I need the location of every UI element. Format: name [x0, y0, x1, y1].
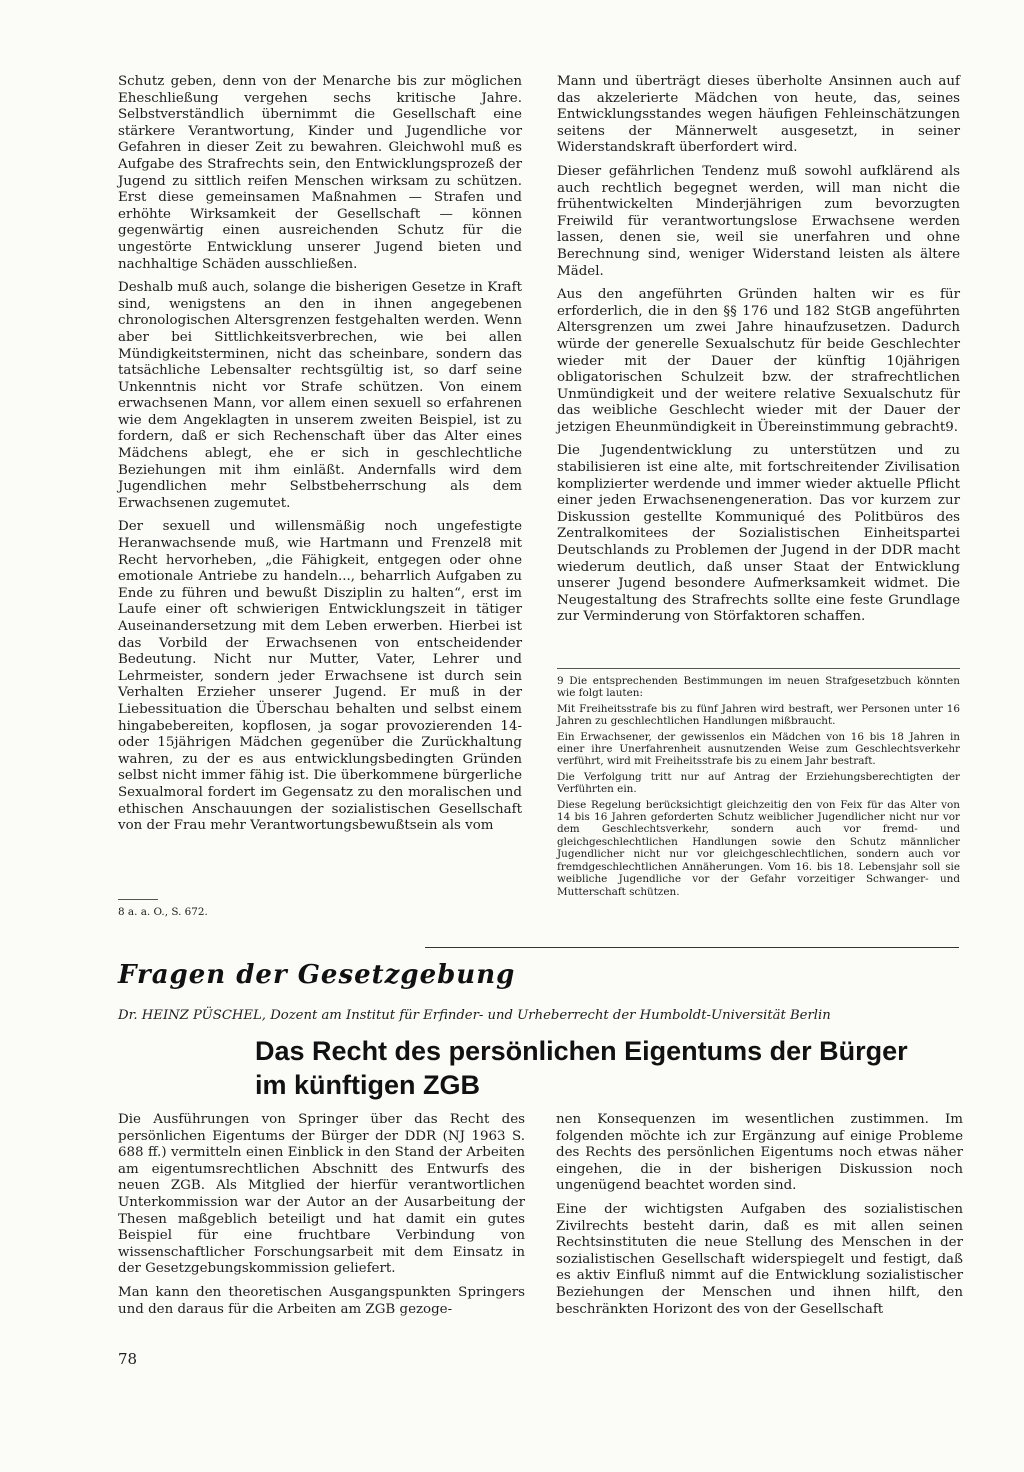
upper-right-column [557, 74, 960, 633]
article-title-line: Das Recht des persönlichen Eigentums der Bürger [255, 1036, 908, 1066]
footnote-text: Die Verfolgung tritt nur auf Antrag der Erziehungsberechtigten der Verführten ein. [557, 770, 960, 796]
footnote-text: 8 a. a. O., S. 672. [118, 906, 208, 918]
paragraph: Aus den angeführten Gründen halten wir es für erforderlich, die in den §§ 176 und 182 StGB angeführten Altersgrenzen um zwei Jahre hinaufzusetzen. Dadurch würde der generelle Sexualschutz für beide Geschlechter wieder mit der Dauer der künftig 10jährigen obligatorischen Schulzeit bzw. der strafrechtlichen Unmündigkeit und der weitere relative Sexualschutz für das weibliche Geschlecht wieder mit der Dauer der jetzigen Eheunmündigkeit in Übereinstimmung gebracht9. [557, 287, 960, 435]
paragraph: nen Konsequenzen im wesentlichen zustimmen. Im folgenden möchte ich zur Ergänzung auf einige Probleme des Rechts des persönlichen Eigentums noch etwas näher eingehen, die in der bisherigen Diskussion noch ungenügend beachtet worden sind. [556, 1112, 963, 1194]
paragraph: Dieser gefährlichen Tendenz muß sowohl aufklärend als auch rechtlich begegnet werden, will man nicht die frühentwickelten Minderjährigen zum bevorzugten Freiwild für verantwortungslose Erwachsene werden lassen, denen sie, weil sie unerfahren und ohne Berechnung sind, weniger Widerstand leisten als ältere Mädel. [557, 163, 960, 279]
paragraph: Die Ausführungen von Springer über das Recht des persönlichen Eigentums der Bürger der DDR (NJ 1963 S. 688 ff.) vermitteln einen Einblick in den Stand der Arbeiten am eigentumsrechtlichen Abschnitt des Entwurfs des neuen ZGB. Als Mitglied der hierfür verantwortlichen Unterkommission war der Autor an der Ausarbeitung der Thesen maßgeblich beteiligt und hat damit ein gutes Beispiel für eine fruchtbare Verbindung von wissenschaftlicher Forschungsarbeit mit dem Einsatz in der Gesetzgebungskommission geliefert. [118, 1112, 525, 1277]
footnote-text: Diese Regelung berücksichtigt gleichzeitig den von Feix für das Alter von 14 bis 16 Jahren geforderten Schutz weiblicher Jugendlicher nicht nur vor dem Geschlechtsverkehr, sondern auch vor fremd- und gleichgeschlechtlichen Handlungen sowie den Schutz männlicher Jugendlicher nicht nur vor gleichgeschlechtlichen, sondern auch vor fremdgeschlechtlichen Annäherungen. Vom 16. bis 18. Lebensjahr soll sie weibliche Jugendliche vor der Gefahr vorzeitiger Schwanger- und Mutterschaft schützen. [557, 798, 960, 898]
footnote-9 [557, 660, 960, 901]
lower-left-column [118, 1112, 525, 1325]
article-title-line: im künftigen ZGB [255, 1070, 480, 1100]
footnote-text: 9 Die entsprechenden Bestimmungen im neuen Strafgesetzbuch könnten wie folgt lauten: [557, 675, 960, 700]
author-line: Dr. HEINZ PÜSCHEL, Dozent am Institut für Erfinder- und Urheberrecht der Humboldt-Universität Berlin [118, 1008, 831, 1023]
article-title [255, 1034, 955, 1102]
footnote-rule [557, 668, 960, 669]
paragraph: Deshalb muß auch, solange die bisherigen Gesetze in Kraft sind, wenigstens an den in ihnen angegebenen chronologischen Altersgrenzen festgehalten werden. Wenn aber bei Sittlichkeitsverbrechen, wie bei allen Mündigkeitsterminen, nicht das scheinbare, sondern das tatsächliche Lebensalter rechtsgültig ist, so darf seine Unkenntnis nicht vor Strafe schützen. Von einem erwachsenen Mann, vor allem einen sexuell so erfahrenen wie dem Angeklagten in unserem zweiten Beispiel, ist zu fordern, daß er sich Rechenschaft über das Alter eines Mädchens ablegt, ehe er sich in geschlechtliche Beziehungen mit ihm einläßt. Andernfalls wird dem Jugendlichen mehr Selbstbeherrschung als dem Erwachsenen zugemutet. [118, 280, 522, 511]
paragraph: Mann und überträgt dieses überholte Ansinnen auch auf das akzelerierte Mädchen von heute, das, seines Entwicklungsstandes wegen häufigen Fehleinschätzungen seitens der Männerwelt ausgesetzt, in seiner Widerstandskraft überfordert wird. [557, 74, 960, 156]
section-divider [425, 947, 959, 948]
paragraph: Eine der wichtigsten Aufgaben des sozialistischen Zivilrechts besteht darin, daß es mit allen seinen Rechtsinstituten die neue Stellung des Menschen in der sozialistischen Gesellschaft widerspiegelt und festigt, daß es aktiv Einfluß nimmt auf die Entwicklung sozialistischer Beziehungen der Menschen und ihnen hilft, den beschränkten Horizont des von der Gesellschaft [556, 1201, 963, 1317]
page-number: 78 [118, 1350, 138, 1368]
footnote-text: Ein Erwachsener, der gewissenlos ein Mädchen von 16 bis 18 Jahren in einer ihre Unerfahrenheit ausnutzenden Weise zum Geschlechtsverkehr verführt, wird mit Freiheitsstrafe bis zu einem Jahr bestraft. [557, 730, 960, 768]
footnote-rule [118, 899, 158, 900]
footnote-8 [118, 891, 522, 921]
paragraph: Schutz geben, denn von der Menarche bis zur möglichen Eheschließung vergehen sechs kritische Jahre. Selbstverständlich übernimmt die Gesellschaft eine stärkere Verantwortung, Kinder und Jugendliche vor Gefahren in dieser Zeit zu bewahren. Gleichwohl muß es Aufgabe des Strafrechts sein, den Entwicklungsprozeß der Jugend zu sittlich reifen Menschen wirksam zu schützen. Erst diese gemeinsamen Maßnahmen — Strafen und erhöhte Wirksamkeit der Gesellschaft — können gegenwärtig einen ausreichenden Schutz für die ungestörte Entwicklung unserer Jugend bieten und nachhaltige Schäden ausschließen. [118, 74, 522, 272]
upper-left-column [118, 74, 522, 842]
paragraph: Der sexuell und willensmäßig noch ungefestigte Heranwachsende muß, wie Hartmann und Frenzel8 mit Recht hervorheben, „die Fähigkeit, entgegen oder ohne emotionale Antriebe zu handeln..., beharrlich Aufgaben zu Ende zu führen und bewußt Disziplin zu halten“, erst im Laufe einer oft schwierigen Entwicklungszeit in tätiger Auseinandersetzung mit dem Leben erwerben. Hierbei ist das Vorbild der Erwachsenen von entscheidender Bedeutung. Nicht nur Mutter, Vater, Lehrer und Lehrmeister, sondern jeder Erwachsene ist durch sein Verhalten Erzieher unserer Jugend. Er muß in der Liebessituation die Überschau behalten und selbst einem hingabebereiten, kopflosen, ja sogar provozierenden 14- oder 15jährigen Mädchen gegenüber die Zurückhaltung wahren, zu der es aus entwicklungsbedingten Gründen selbst nicht immer fähig ist. Die überkommene bürgerliche Sexualmoral fordert im Gegensatz zu den moralischen und ethischen Anschauungen der sozialistischen Gesellschaft von der Frau mehr Verantwortungsbewußtsein als vom [118, 519, 522, 834]
paragraph: Die Jugendentwicklung zu unterstützen und zu stabilisieren ist eine alte, mit fortschreitender Zivilisation komplizierter werdende und immer wieder aktuelle Pflicht einer jeden Erwachsenengeneration. Das vor kurzem zur Diskussion gestellte Kommuniqué des Politbüros des Zentralkomitees der Sozialistischen Einheitspartei Deutschlands zu Problemen der Jugend in der DDR macht wiederum deutlich, daß unser Staat der Entwicklung unserer Jugend besondere Aufmerksamkeit widmet. Die Neugestaltung des Strafrechts sollte eine feste Grundlage zur Verminderung von Störfaktoren schaffen. [557, 443, 960, 625]
lower-right-column [556, 1112, 963, 1325]
footnote-text: Mit Freiheitsstrafe bis zu fünf Jahren wird bestraft, wer Personen unter 16 Jahren zu geschlechtlichen Handlungen mißbraucht. [557, 702, 960, 728]
paragraph: Man kann den theoretischen Ausgangspunkten Springers und den daraus für die Arbeiten am ZGB gezoge- [118, 1284, 525, 1317]
section-heading: Fragen der Gesetzgebung [118, 960, 516, 990]
